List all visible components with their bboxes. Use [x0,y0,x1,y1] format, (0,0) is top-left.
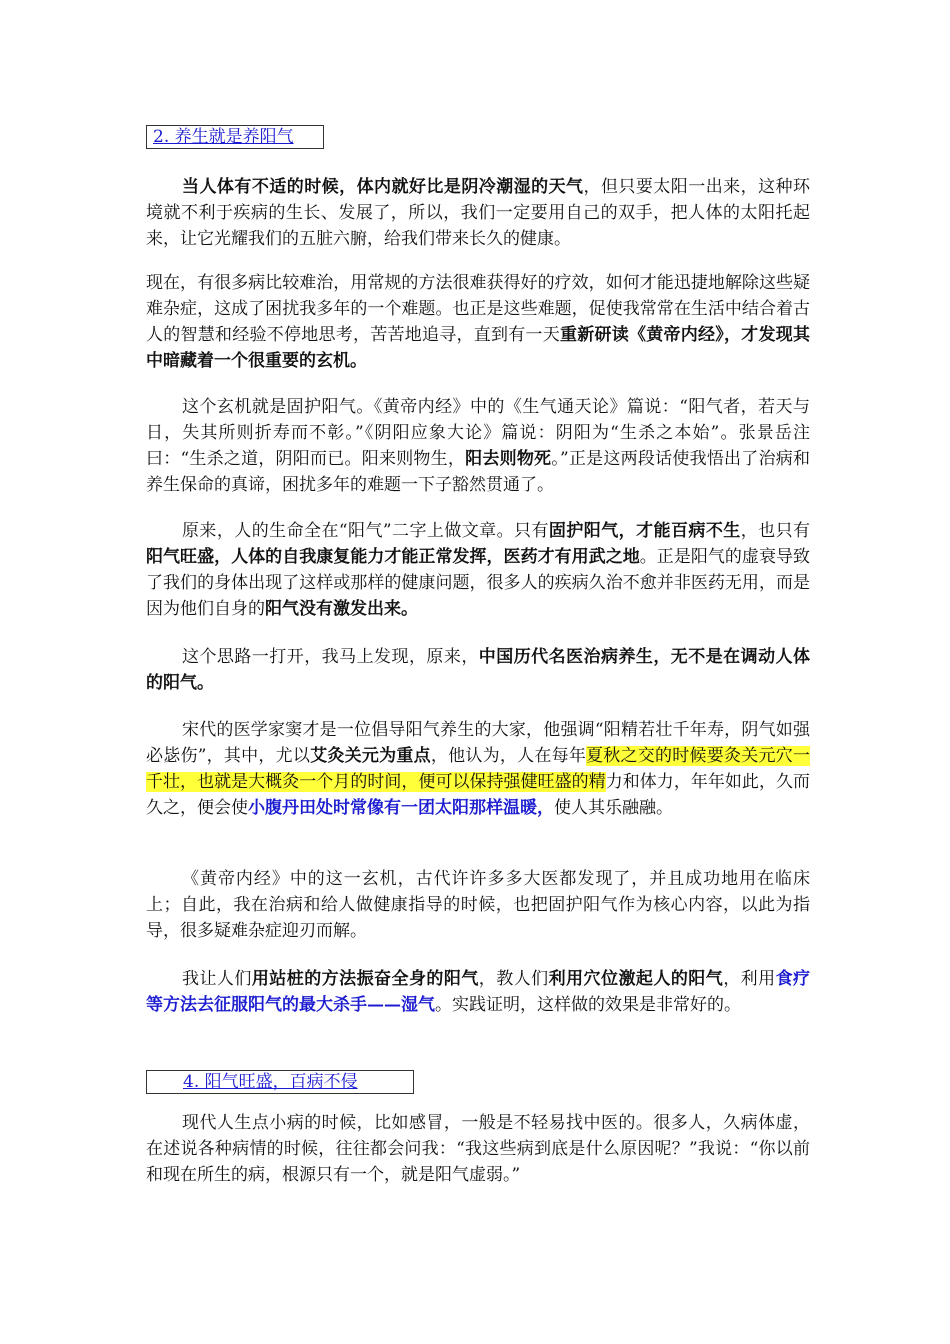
text: 这个玄机就是固护阳气。《黄帝内经》中的《生气通天论》篇说：“阳气者，若天与日，失其所则折寿而不彰。”《阴阳应象大论》篇说：阴阳为“生杀之本始”。张景岳注曰：“生杀之道，阴阳而已。阳来则物生， [146,397,810,469]
paragraph-8 [146,966,810,1018]
text: ，利用 [723,969,776,989]
text: 。”正是这两段话使我悟出了治病和养生保命的真谛，困扰多年的难题一下子豁然贯通了。 [146,449,810,495]
text: ，教人们 [478,969,549,989]
paragraph-6 [146,717,810,821]
paragraph-4 [146,518,810,622]
bold-text: 中国历代名医治病养生，无不是在调动人体的阳气。 [146,647,811,693]
text: ，但只要太阳一出来，这种环境就不利于疾病的生长、发展了，所以，我们一定要用自己的双手，把人体的太阳托起来，让它光耀我们的五脏六腑，给我们带来长久的健康。 [146,177,811,249]
paragraph-7 [146,866,810,944]
text: ，也只有 [740,521,811,541]
paragraph-1 [146,174,810,252]
text: ，他认为，人在每年 [430,746,587,766]
bold-text: 阳去则物死 [465,449,552,469]
bold-text: 重新研读《黄帝内经》，才发现其中暗藏着一个很重要的玄机。 [146,325,810,371]
text: 力和体力，年年如此，久而久之，便会使 [146,772,811,818]
text: 这个思路一打开，我马上发现，原来， [182,647,479,667]
section-heading-yangqi-wangsheng[interactable]: 4. 阳气旺盛，百病不侵 [146,1070,414,1094]
text: 现在，有很多病比较难治，用常规的方法很难获得好的疗效，如何才能迅捷地解除这些疑难杂症，这成了困扰我多年的一个难题。也正是这些难题，促使我常常在生活中结合着古人的智慧和经验不停地思考，苦苦地追寻，直到有一天 [146,273,810,345]
text: 我让人们 [182,969,252,989]
bold-text: 艾灸关元为重点 [310,746,431,766]
paragraph-9 [146,1110,810,1188]
blue-bold-text: 小腹丹田处时常像有一团太阳那样温暖， [248,798,554,818]
bold-text: 用站桩的方法振奋全身的阳气 [251,969,479,989]
text: 原来，人的生命全在“阳气”二字上做文章。只有 [182,521,549,541]
text: 。实践证明，这样做的效果是非常好的。 [435,995,741,1015]
section-heading-yangsheng[interactable]: 2. 养生就是养阳气 [146,125,324,149]
text: 宋代的医学家窦才是一位倡导阳气养生的大家，他强调“阳精若壮千年寿，阴气如强必毖伤”，其中，尤以 [146,720,810,766]
bold-text: 当人体有不适的时候，体内就好比是阴冷潮湿的天气 [182,177,584,197]
blue-bold-text: 食疗等方法去征服阳气的最大杀手——湿气 [146,969,811,1015]
paragraph-3 [146,394,810,498]
text: 。正是阳气的虚衰导致了我们的身体出现了这样或那样的健康问题，很多人的疾病久治不愈并非医药无用，而是因为他们自身的 [146,547,811,619]
highlighted-text: 夏秋之交的时候要灸关元穴一千壮，也就是大概灸一个月的时间，便可以保持强健旺盛的精 [146,746,810,792]
text: 使人其乐融融。 [554,798,673,818]
text: 《黄帝内经》中的这一玄机，古代许许多多大医都发现了，并且成功地用在临床上；自此，我在治病和给人做健康指导的时候，也把固护阳气作为核心内容，以此为指导，很多疑难杂症迎刃而解。 [146,869,810,941]
bold-text: 阳气旺盛，人体的自我康复能力才能正常发挥，医药才有用武之地 [146,547,640,567]
bold-text: 固护阳气，才能百病不生 [548,521,741,541]
paragraph-2 [146,270,810,374]
bold-text: 阳气没有激发出来。 [265,599,418,619]
bold-text: 利用穴位激起人的阳气 [548,969,724,989]
text: 现代人生点小病的时候，比如感冒，一般是不轻易找中医的。很多人，久病体虚，在述说各种病情的时候，往往都会问我：“我这些病到底是什么原因呢？”我说：“你以前和现在所生的病，根源只有一个，就是阳气虚弱。” [146,1113,810,1185]
paragraph-5 [146,644,810,696]
